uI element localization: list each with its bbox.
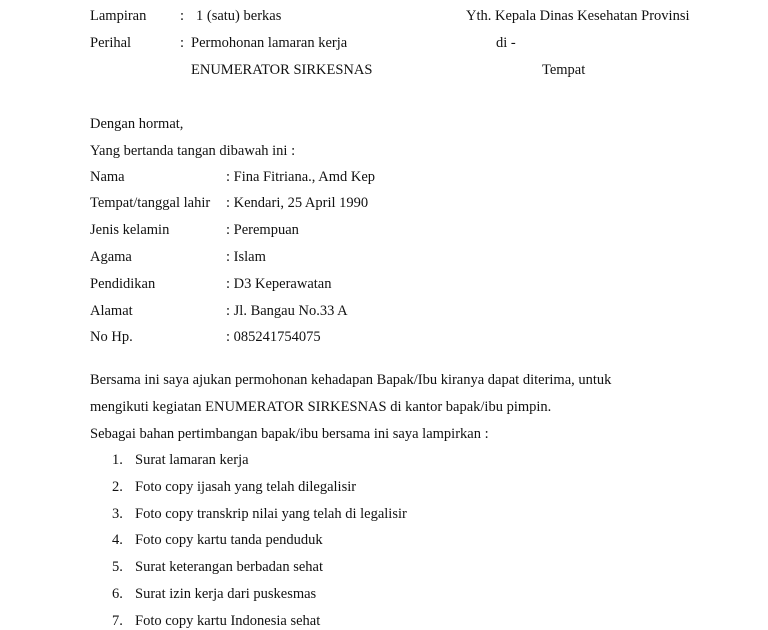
perihal-value-line2: ENUMERATOR SIRKESNAS: [191, 62, 373, 78]
info-label-alamat: Alamat: [90, 303, 133, 319]
lampiran-colon: :: [180, 8, 185, 24]
info-label-agama: Agama: [90, 249, 132, 265]
body-line-1: Bersama ini saya ajukan permohonan kehadapan Bapak/Ibu kiranya dapat diterima, untuk: [90, 372, 612, 388]
intro-text: Yang bertanda tangan dibawah ini :: [90, 143, 296, 159]
info-value-ttl: : Kendari, 25 April 1990: [226, 195, 369, 211]
recipient-di: di -: [496, 35, 516, 51]
list-item: Surat izin kerja dari puskesmas: [135, 586, 317, 602]
body-line-2: mengikuti kegiatan ENUMERATOR SIRKESNAS di kantor bapak/ibu pimpin.: [90, 399, 552, 415]
list-item: Surat keterangan berbadan sehat: [135, 559, 324, 575]
info-label-no-hp: No Hp.: [90, 329, 133, 345]
recipient-title: Yth. Kepala Dinas Kesehatan Provinsi: [466, 8, 690, 24]
recipient-tempat: Tempat: [542, 62, 586, 78]
info-value-agama: : Islam: [226, 249, 266, 265]
list-item-number: 2.: [112, 479, 123, 495]
list-item: Surat lamaran kerja: [135, 452, 249, 468]
list-item-number: 3.: [112, 506, 123, 522]
greeting: Dengan hormat,: [90, 116, 184, 132]
list-item: Foto copy kartu Indonesia sehat: [135, 613, 321, 629]
list-item-number: 1.: [112, 452, 123, 468]
list-item: Foto copy transkrip nilai yang telah di legalisir: [135, 506, 407, 522]
list-item-number: 7.: [112, 613, 123, 629]
list-item-number: 6.: [112, 586, 123, 602]
perihal-value: Permohonan lamaran kerja: [191, 35, 348, 51]
list-item: Foto copy kartu tanda penduduk: [135, 532, 323, 548]
perihal-label: Perihal: [90, 35, 132, 51]
info-label-pendidikan: Pendidikan: [90, 276, 156, 292]
list-item-number: 5.: [112, 559, 123, 575]
info-value-alamat: : Jl. Bangau No.33 A: [226, 303, 348, 319]
list-item-number: 4.: [112, 532, 123, 548]
body-line-3: Sebagai bahan pertimbangan bapak/ibu bersama ini saya lampirkan :: [90, 426, 489, 442]
info-value-no-hp: : 085241754075: [226, 329, 321, 345]
info-value-pendidikan: : D3 Keperawatan: [226, 276, 332, 292]
info-value-jenis-kelamin: : Perempuan: [226, 222, 299, 238]
info-label-ttl: Tempat/tanggal lahir: [90, 195, 211, 211]
lampiran-value: 1 (satu) berkas: [196, 8, 282, 24]
info-label-nama: Nama: [90, 169, 125, 185]
list-item: Foto copy ijasah yang telah dilegalisir: [135, 479, 357, 495]
perihal-colon: :: [180, 35, 185, 51]
info-value-nama: : Fina Fitriana., Amd Kep: [226, 169, 376, 185]
info-label-jenis-kelamin: Jenis kelamin: [90, 222, 170, 238]
lampiran-label: Lampiran: [90, 8, 147, 24]
